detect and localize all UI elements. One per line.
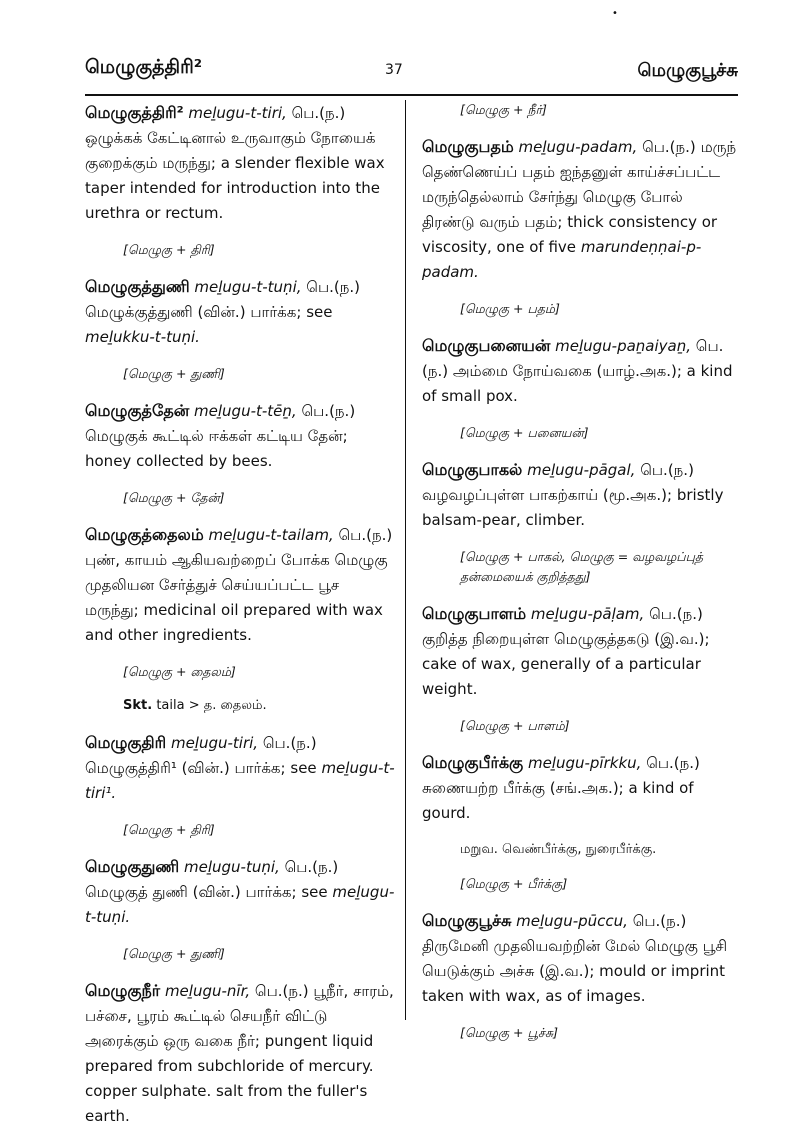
transliteration: meḻugu-pāgal, (527, 461, 636, 479)
definition-tamil: மருந் தெண்ணெய்ப் பதம் ஐந்தனுள் காய்ச்சப்பட்ட மருந்தெல்லாம் சேர்ந்து மெழுகு போல் திரண்டு வரும் பதம்; (422, 138, 737, 231)
etymology: [மெழுகு + பாகல், மெழுகு = வழவழப்புத் தன்மையைக் குறித்தது] (460, 549, 704, 584)
part-of-speech: பெ.(ந.) (284, 858, 339, 876)
dictionary-entry (85, 854, 397, 930)
page-number: 37 (385, 62, 403, 78)
transliteration: meḻugu-t-tiri, (188, 104, 287, 122)
transliteration: meḻugu-pīrkku, (527, 754, 642, 772)
transliteration: meḻugu-pāḷam, (530, 605, 645, 623)
etymology: [மெழுகு + திரி] (123, 822, 215, 837)
header-right-guide: மெழுகுபூச்சு (637, 60, 738, 81)
dictionary-entry (85, 978, 397, 1129)
definition-english: see (290, 759, 317, 777)
definition-tamil: மெழுகுத் துணி (வின்.) பார்க்க; (85, 883, 297, 901)
dictionary-entry (422, 333, 738, 409)
transliteration: meḻugu-t-tuṇi, (194, 278, 302, 296)
definition-english: pungent liquid prepared from subchloride of mercury. copper sulphate. salt from the fuller's earth. (85, 1032, 374, 1125)
definition-english: cake of wax, generally of a particular weight. (422, 655, 701, 698)
headword: மெழுகுபனையன் (422, 336, 551, 355)
definition-english: see (306, 303, 333, 321)
part-of-speech: பெ.(ந.) (254, 982, 309, 1000)
dictionary-entry (422, 457, 738, 533)
transliteration: meḻugu-tiri, (170, 734, 259, 752)
headword: மெழுகுத்தேன் (85, 401, 190, 420)
definition-tamil: பூநீர், சாரம், பச்சை, பூரம் கூட்டில் செயநீர் விட்டு அரைக்கும் ஒரு வகை நீர்; (85, 982, 394, 1050)
definition-tamil: மெழுகுக் கூட்டில் ஈக்கள் கட்டிய தேன்; (85, 427, 348, 445)
dictionary-entry (85, 730, 397, 806)
dictionary-entry (85, 398, 397, 474)
definition-tamil: அம்மை நோய்வகை (யாழ்.அக.); (452, 362, 682, 380)
transliteration: meḻugu-paṉaiyaṉ, (555, 337, 692, 355)
headword: மெழுகுதிரி (85, 733, 167, 752)
part-of-speech: பெ.(ந.) (646, 754, 700, 772)
transliteration: meḻugu-t-tailam, (208, 526, 334, 544)
etymology: [மெழுகு + பதம்] (460, 301, 560, 316)
dictionary-entry (422, 134, 738, 285)
part-of-speech: பெ.(ந.) (640, 461, 694, 479)
etymology: [மெழுகு + தேன்] (123, 490, 225, 505)
etymology: [மெழுகு + துணி] (123, 946, 225, 961)
definition-english: a kind of small pox. (422, 362, 733, 405)
definition-tamil: வழவழப்புள்ள பாகற்காய் (மூ.அக.); (422, 486, 673, 504)
cross-reference: meḻukku-t-tuṇi. (85, 328, 200, 346)
etymology: [மெழுகு + பாளம்] (460, 718, 570, 733)
part-of-speech: பெ.(ந.) (301, 402, 356, 420)
headword: மெழுகுத்திரி² (85, 103, 184, 122)
etymology: [மெழுகு + திரி] (123, 242, 215, 257)
definition-tamil: சுணையற்ற பீர்க்கு (சங்.அக.); (422, 779, 624, 797)
page-header (0, 0, 800, 100)
part-of-speech: பெ.(ந.) (422, 337, 724, 380)
header-left-guide: மெழுகுத்திரி² (85, 56, 203, 78)
definition-english: thick consistency or viscosity, one of five (422, 213, 718, 256)
sanskrit-note (123, 696, 397, 716)
headword: மெழுகுபாகல் (422, 460, 523, 479)
etymology: [மெழுகு + பீர்க்கு] (460, 876, 568, 891)
definition-english: bristly balsam-pear, climber. (422, 486, 724, 529)
definition-tamil: திருமேனி முதலியவற்றின் மேல் மெழுகு பூசி யெடுக்கும் அச்சு (இ.வ.); (422, 937, 728, 980)
part-of-speech: பெ.(ந.) (262, 734, 317, 752)
cross-reference: meḻugu-t-tiri¹. (85, 759, 395, 802)
dictionary-entry (422, 750, 738, 826)
cross-reference: meḻugu-t-tuṇi. (85, 883, 395, 926)
definition-english: honey collected by bees. (85, 452, 273, 470)
part-of-speech: பெ.(ந.) (291, 104, 346, 122)
part-of-speech: பெ.(ந.) (649, 605, 703, 623)
definition-english: a kind of gourd. (422, 779, 694, 822)
definition-tamil: மெழுகுத்திரி¹ (வின்.) பார்க்க; (85, 759, 286, 777)
headword: மெழுகுத்தைலம் (85, 525, 204, 544)
part-of-speech: பெ.(ந.) (306, 278, 360, 296)
dictionary-entry (85, 274, 397, 350)
headword: மெழுகுதுணி (85, 857, 180, 876)
part-of-speech: பெ.(ந.) (338, 526, 393, 544)
headword: மெழுகுபதம் (422, 137, 514, 156)
headword: மெழுகுபாளம் (422, 604, 527, 623)
definition-english: a slender flexible wax taper intended for introduction into the urethra or rectum. (85, 154, 385, 222)
dictionary-entry (422, 908, 738, 1009)
definition-tamil: மெழுக்குத்துணி (வின்.) பார்க்க; (85, 303, 302, 321)
etymology: [மெழுகு + பனையன்] (460, 425, 589, 440)
etymology: [மெழுகு + நீர்] (460, 102, 547, 117)
sanskrit-label: Skt. (123, 698, 153, 713)
dictionary-entry (85, 100, 397, 226)
transliteration: meḻugu-pūccu, (516, 912, 628, 930)
header-rule (85, 94, 738, 96)
headword: மெழுகுபீர்க்கு (422, 753, 524, 772)
transliteration: meḻugu-tuṇi, (184, 858, 280, 876)
definition-english: mould or imprint taken with wax, as of images. (422, 962, 726, 1005)
definition-tamil: குறித்த நிறையுள்ள மெழுகுத்தகடு (இ.வ.); (422, 630, 710, 648)
sanskrit-text: taila > த. தைலம். (156, 698, 267, 713)
definition-tamil: ஒழுக்கக் கேட்டினால் உருவாகும் நோயைக் குறைக்கும் மருந்து; (85, 129, 376, 172)
dictionary-entry (85, 522, 397, 648)
column-divider (405, 100, 406, 1020)
dictionary-entry (422, 601, 738, 702)
definition-english: see (301, 883, 328, 901)
etymology: [மெழுகு + பூச்சு] (460, 1025, 558, 1040)
headword: மெழுகுத்துணி (85, 277, 190, 296)
headword: மெழுகுபூச்சு (422, 911, 512, 930)
part-of-speech: பெ.(ந.) (642, 138, 696, 156)
etymology: [மெழுகு + துணி] (123, 366, 225, 381)
right-column (422, 100, 738, 1057)
transliteration: meḻugu-padam, (518, 138, 638, 156)
dot-mark: • (612, 8, 618, 19)
transliteration: meḻugu-t-tēṉ, (194, 402, 297, 420)
definition-english: medicinal oil prepared with wax and other ingredients. (85, 601, 383, 644)
synonym-note: மறுவ. வெண்பீர்க்கு, நுரைபீர்க்கு. (460, 842, 657, 857)
part-of-speech: பெ.(ந.) (632, 912, 687, 930)
left-column (85, 100, 397, 1143)
cross-reference: marundeṇṇai-p-padam. (422, 238, 702, 281)
transliteration: meḻugu-nīr, (164, 982, 251, 1000)
headword: மெழுகுநீர் (85, 981, 161, 1000)
definition-tamil: புண், காயம் ஆகியவற்றைப் போக்க மெழுகு முதலியன சேர்த்துச் செய்யப்பட்ட பூச மருந்து; (85, 551, 388, 619)
etymology: [மெழுகு + தைலம்] (123, 664, 236, 679)
